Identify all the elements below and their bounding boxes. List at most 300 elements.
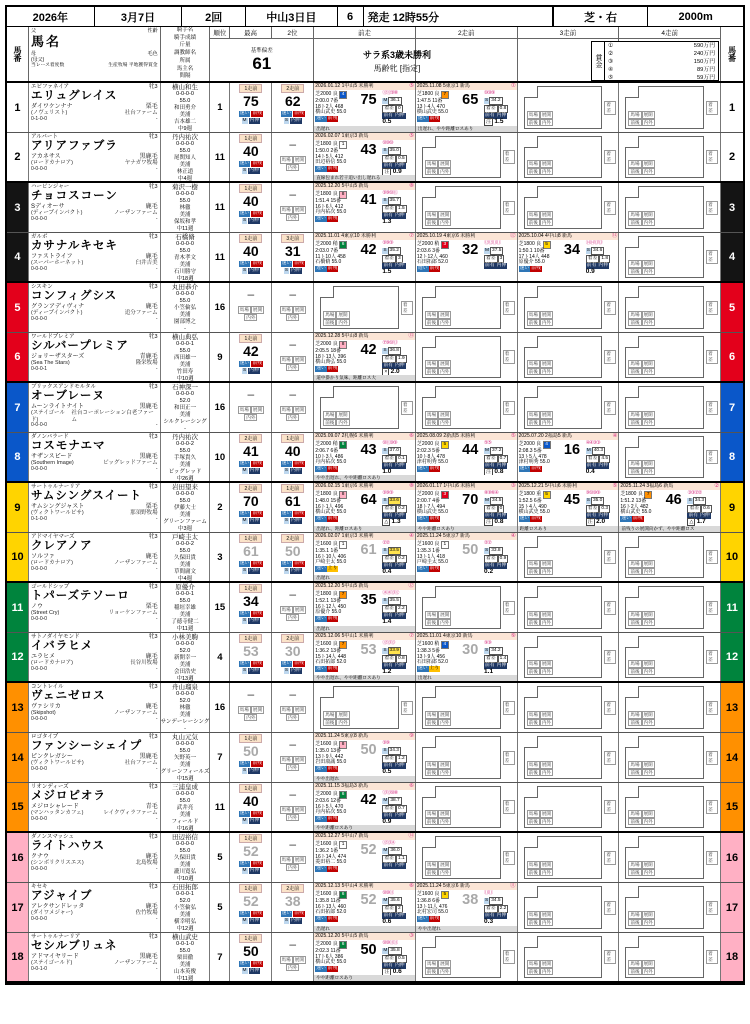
- race-date-line: 2025.11.08 5東京1 新馬 ⑦: [416, 83, 516, 89]
- pace-tag: M: [242, 868, 247, 873]
- race-cell-empty: 馬場 展開 前後 内外 着差: [416, 283, 517, 332]
- finish-position: ⑤: [408, 133, 414, 139]
- jockey-name: 丹内祐次: [172, 434, 199, 441]
- trainer-name: 栗田徹: [176, 955, 194, 961]
- jockey-record: 0-0-0-1: [176, 341, 194, 347]
- score-value: 61: [243, 543, 259, 559]
- horse-name-block: ブリックスアンドモルタル 牝3 オーブレーヌ ムーンライトナイト 黒鹿毛 (ステイゴールド) 社台コーポレーション白老ファーム 0-0-0-0 -: [29, 383, 161, 432]
- pace-tag: 内伸: [249, 618, 259, 623]
- best-score-cell: [230, 183, 272, 232]
- owner-name: 山本英俊: [174, 969, 197, 975]
- pace-tag: 前残: [252, 661, 262, 666]
- pace-tag: 前残: [429, 265, 440, 271]
- horse-row: [7, 533, 743, 583]
- pace-tag: 前残: [327, 465, 338, 471]
- horse-name: ライトハウス: [30, 840, 106, 853]
- score-cell: [230, 483, 271, 524]
- sire-name: サートゥルナーリア: [30, 934, 81, 940]
- coat-color: 黒鹿毛: [139, 453, 158, 460]
- trainer-name: 尾関知人: [174, 155, 197, 161]
- race-detail-left: 芝1600 良 1 1:35.1 1番 16ト10人 406 戸崎圭太 55.0 速い 上り: [314, 540, 355, 575]
- past-race-column: [314, 283, 416, 332]
- race-date-line: 2025.12.20 5中山5 新馬 ③: [315, 933, 414, 939]
- owner-name: 竹田寿: [176, 369, 194, 375]
- jockey-block: [161, 333, 211, 381]
- jockey-name: 田辺裕信: [172, 834, 199, 841]
- sex-age: 牝3: [149, 234, 158, 240]
- pace-tag: 内伸: [291, 568, 301, 573]
- umaban-cell-right: 11: [721, 583, 743, 632]
- pace-tag: 前有: [485, 912, 495, 918]
- adjusted-margin: 1.5: [494, 117, 504, 125]
- horse-name: チョコスコーン: [30, 190, 118, 203]
- col-header-prev3: 3走前: [518, 27, 620, 81]
- race-score: 64: [360, 492, 377, 508]
- score-source-tag: 2走前: [281, 634, 304, 643]
- score-cell: [230, 783, 271, 824]
- score-value: 53: [243, 643, 259, 659]
- empty-labels: 馬場 展開 内外: [239, 707, 263, 720]
- jockey-block: [161, 183, 211, 232]
- horse-row: [7, 433, 743, 483]
- pace-tag: 前有: [383, 262, 393, 268]
- race-cell-empty: 馬場 展開 前後 内外 着差: [619, 533, 720, 581]
- pace-tag: 前有: [586, 462, 597, 468]
- past-race-column: [314, 833, 416, 882]
- past-race-column: [416, 283, 518, 332]
- pace-tag: 速い: [519, 515, 530, 521]
- past-race-column: [619, 783, 721, 831]
- dam-name: ヴァシリカ: [30, 703, 61, 710]
- rival-horse: [315, 866, 355, 872]
- race-interval: 中10週: [176, 376, 194, 381]
- pace-tag: 前有: [383, 812, 393, 818]
- pace-tag: 内伸: [249, 168, 259, 173]
- race-record: 0-0-0-0: [30, 815, 48, 822]
- race-detail-left: 芝2000 良 3 2:00.7 4番 18ト7人 494 横山武史 55.0 速い 前残: [416, 490, 457, 526]
- race-cell-empty: 馬場 展開 前後 内外 着差: [619, 833, 720, 882]
- stable-affiliation: 美浦: [179, 312, 191, 318]
- horse-row: [7, 333, 743, 383]
- race-comment: [416, 275, 517, 282]
- umaban-cell-right: 10: [721, 533, 743, 581]
- race-date-line: 2025.12.13 5中山4 未勝利 ⑥: [315, 883, 414, 889]
- race-interval: 中16週: [176, 826, 194, 831]
- sex-age: 牝3: [149, 284, 158, 290]
- race-interval: 中9週: [177, 126, 193, 132]
- pace-tag: S: [383, 447, 387, 453]
- dam-name: ファストライフ: [30, 253, 73, 260]
- race-comment: 出遅れ: [314, 926, 415, 933]
- pace-tag: 遅い: [316, 265, 326, 271]
- race-cell-empty: 馬場 展開 前後 内外 着差: [416, 833, 517, 882]
- past-race-column: [518, 633, 620, 681]
- jockey-block: [161, 733, 211, 782]
- race-interval: 中13週: [176, 676, 194, 681]
- jockey-name: 丹内祐次: [172, 134, 199, 141]
- pace-tag: S: [383, 597, 387, 603]
- jockey-record: 0-0-0-2: [176, 441, 194, 447]
- score-source-tag: 2走前: [281, 534, 304, 543]
- dam-name: ユラヒメ: [30, 653, 55, 660]
- jockey-name: 戸崎圭太: [172, 534, 199, 541]
- jockey-name: 小林美駒: [172, 634, 199, 641]
- pace-tag: M: [242, 968, 247, 973]
- race-date-line: 2025.07.20 2福島5 新馬 ④: [518, 433, 618, 439]
- pace-tag: M: [383, 847, 388, 853]
- jockey-record: 0-0-0-0: [176, 291, 194, 297]
- race-cell: [619, 483, 720, 532]
- score-source-tag: 2走前: [239, 434, 262, 443]
- finish-position: ⑦: [510, 83, 516, 89]
- score-cell: [230, 633, 271, 674]
- frame-badge: 6: [339, 941, 347, 949]
- past-race-column: [518, 433, 620, 481]
- second-score-cell: [272, 733, 314, 782]
- trainer-name: 武井亮: [176, 805, 194, 811]
- horse-name: シルバープレミア: [30, 340, 129, 353]
- horse-name: トパーズテソーロ: [30, 590, 130, 603]
- race-cell: [314, 933, 415, 981]
- farm-name: 社台ファーム: [124, 110, 158, 117]
- empty-labels: 馬場 展開 内外: [281, 307, 304, 320]
- jockey-block: [161, 133, 211, 181]
- pace-tag: 速い: [281, 561, 292, 566]
- rival-horse: [519, 516, 559, 522]
- umaban-cell-right: 14: [721, 733, 743, 782]
- rival-horse: [519, 266, 559, 272]
- race-date-line: 2025.09.07 2札幌6 未勝利 ⑥: [315, 433, 414, 439]
- prize-row: ③ 150万円: [608, 59, 715, 65]
- pace-tag: 内伸: [394, 562, 405, 568]
- corner-positions: ⑩⑩⑨: [484, 90, 495, 96]
- race-interval: 中11週: [176, 226, 194, 232]
- past-race-column: [619, 583, 721, 632]
- pace-tag: 内伸: [598, 262, 608, 268]
- horse-row: [7, 883, 743, 933]
- race-detail-left: 芝1800 良 7 1:47.5 11番 13ト4人 470 横山武史 55.0 速い 前残: [416, 90, 457, 126]
- stable-affiliation: 美浦: [179, 112, 191, 118]
- past-race-column: [518, 883, 620, 932]
- jockey-name: 原優介: [175, 584, 195, 591]
- race-comment: [416, 475, 517, 482]
- race-score: 32: [462, 242, 479, 258]
- score-value: 42: [243, 343, 259, 359]
- score-source-tag: 1走前: [281, 484, 304, 493]
- pace-tag: 内伸: [249, 368, 259, 373]
- horse-name: コンフィグシス: [30, 290, 118, 303]
- umaban-cell-right: 16: [721, 833, 743, 882]
- umaban-cell-right: 15: [721, 783, 743, 831]
- best-score-cell: [230, 733, 272, 782]
- race-interval: 中26週: [176, 476, 194, 481]
- race-score: 30: [462, 642, 479, 658]
- score-value: 41: [243, 443, 259, 459]
- past-race-column: [518, 783, 620, 831]
- rival-horse: [315, 816, 355, 822]
- past-race-column: [314, 533, 416, 581]
- damsire-name: (ロードカナロア): [30, 560, 73, 567]
- pace-tag: M: [242, 118, 247, 123]
- race-interval: -: [184, 426, 186, 432]
- pace-tag: 内伸: [700, 512, 710, 518]
- jockey-block: [161, 383, 211, 432]
- pace-tag: 前残: [252, 761, 262, 766]
- horse-name-block: サトノダイヤモンド 牝3 イバラヒメ ユラヒメ 鹿毛 (ロードカナロア) 長谷川牧場 0-0-0-0 -: [29, 633, 161, 681]
- rival-horse: [417, 466, 457, 472]
- race-date-line: 2026.02.15 1東京6 未勝利 ⑧: [315, 483, 414, 489]
- race-record: 0-0-0-0: [30, 215, 48, 222]
- trainer-name: 西田雄一: [174, 355, 197, 361]
- pace-tag: 前残: [252, 911, 262, 916]
- pace-tag: 内伸: [394, 612, 405, 618]
- past-race-column: [518, 583, 620, 632]
- pace-tag: 速い: [417, 915, 428, 921]
- score-source-tag: 2走前: [281, 884, 304, 893]
- pace-tag: 前有: [586, 262, 597, 268]
- farm-name: 隆栄牧場: [135, 360, 158, 367]
- race-comment: [314, 226, 415, 233]
- jockey-record: 0-0-0-0: [176, 741, 194, 747]
- race-cell-empty: 馬場 展開 前後 内外 着差: [619, 333, 720, 381]
- score-source-tag: 2走前: [239, 484, 262, 493]
- score-cell: [272, 633, 313, 674]
- dam-name: サムシングジャスト: [30, 503, 85, 510]
- frame-badge: 4: [339, 91, 347, 99]
- pace-tag: S: [242, 368, 247, 373]
- horse-row: [7, 183, 743, 233]
- sire-name: サトノダイヤモンド: [30, 634, 80, 640]
- adjusted-margin: 0.9: [392, 167, 402, 175]
- pace-tag: 速い: [417, 565, 428, 571]
- jockey-col-label: 斤量: [179, 42, 191, 49]
- score-cell-empty: – 馬場 展開 内外: [281, 687, 304, 720]
- finish-position: ④: [510, 533, 516, 539]
- race-cell: [416, 883, 517, 932]
- dam-name: Sディオーサ: [30, 203, 65, 210]
- pace-tag: 前有: [383, 862, 393, 868]
- frame-badge: 6: [339, 241, 347, 249]
- race-detail-left: 芝1600 良 1 1:35.3 1番 13ト1人 418 戸崎圭太 55.0 速い 前残: [416, 540, 457, 575]
- jockey-block: [161, 933, 211, 981]
- rank-cell: 7: [210, 933, 230, 981]
- pace-tag: 内伸: [249, 268, 259, 273]
- past-race-column: [518, 683, 620, 732]
- race-detail-left: 芝1600 良 6 1:35.8 11番 16ト13人 460 石田拓郎 52.0 速い 前残: [314, 890, 355, 926]
- score-source-tag: 1走前: [239, 84, 262, 93]
- race-score: 65: [462, 92, 479, 108]
- frame-badge: 6: [339, 441, 347, 449]
- score-value: 70: [243, 493, 259, 509]
- race-cell-empty: 馬場 展開 前後 内外 着差: [518, 383, 619, 432]
- pace-tag: 前残: [429, 565, 440, 571]
- score-source-tag: 1走前: [239, 534, 262, 543]
- race-detail-left: 芝1800 重 5 1:52.5 6番 15ト4人 490 横山武史 55.0 速い 前残: [518, 490, 559, 526]
- pace-tag: 内伸: [291, 118, 301, 123]
- score-source-tag: 1走前: [281, 434, 304, 443]
- race-detail-left: 芝1800 良 1 1:50.0 2番 14ト5人 412 田辺裕信 55.0 速い 前残: [314, 140, 355, 175]
- coat-color: 鹿毛: [145, 203, 158, 210]
- pace-tag: M: [242, 518, 247, 523]
- race-record: 0-0-0-0: [30, 915, 48, 922]
- name-column-title: 馬名: [30, 34, 61, 50]
- umaban-cell-right: 17: [721, 883, 743, 932]
- past-race-column: [416, 233, 518, 281]
- past-race-column: [416, 733, 518, 782]
- past-race-column: [416, 783, 518, 831]
- finish-position: ⑪: [510, 883, 516, 889]
- race-record: 0-0-0-0: [30, 422, 48, 429]
- race-score: 50: [360, 942, 377, 958]
- sex-age: 牝3: [149, 734, 158, 740]
- owner-name: 石川勝守: [174, 269, 197, 275]
- past-race-column: [619, 83, 721, 132]
- past-race-column: [314, 433, 416, 481]
- past-race-column: [619, 633, 721, 681]
- frame-badge: 6: [339, 891, 347, 899]
- owner-name: サンデーレーシング: [160, 719, 210, 725]
- race-detail-right: ⑤⑤ M 37.2 着差 0.7 前有 内伸 注 0.8: [484, 440, 517, 475]
- race-score: 43: [360, 142, 377, 158]
- carried-weight: 55.0: [179, 848, 191, 854]
- race-cell-empty: 馬場 展開 前後 内外 着差: [314, 683, 415, 732]
- race-score: 35: [360, 592, 377, 608]
- pace-tag: 前有: [383, 762, 393, 768]
- jockey-col-label: 騎手成績: [174, 34, 197, 41]
- score-value: 40: [284, 443, 301, 459]
- past-race-column: [314, 733, 416, 782]
- rival-horse: [315, 966, 355, 972]
- past-race-column: [416, 133, 518, 181]
- col-header-prev4: 4走前: [619, 27, 721, 81]
- adjusted-margin: 1.0: [382, 467, 392, 475]
- base-deviation-value: 61: [252, 54, 272, 73]
- trainer-name: 林徹: [179, 205, 191, 211]
- pace-tag: 内伸: [291, 668, 301, 673]
- damsire-name: (Southern Image): [30, 460, 74, 467]
- farm-name: 長谷川牧場: [130, 660, 158, 667]
- jockey-block: [161, 633, 211, 681]
- pace-tag: 前残: [327, 115, 338, 121]
- best-score-cell: [230, 233, 272, 281]
- dam-name: アカネサス: [30, 153, 61, 160]
- race-detail-left: 芝2000 良 6 2:02.3 11番 17ト6人 386 横山武史 55.0 速い 前残: [314, 940, 355, 975]
- score-value: 34: [243, 593, 259, 609]
- second-score-cell: [272, 683, 314, 732]
- stable-affiliation: 美浦: [179, 212, 191, 218]
- pace-tag: 速い: [239, 861, 250, 866]
- corner-positions: ⑨⑨⑨: [382, 490, 393, 496]
- empty-labels: 馬場 展開 内外: [281, 807, 304, 820]
- race-record: 0-0-0-0: [30, 665, 48, 672]
- race-header-bar: [7, 7, 743, 27]
- race-interval: 中10週: [176, 876, 194, 882]
- race-date-line: 2025.11.01 4東京10 未勝利 ⑦: [315, 233, 414, 239]
- pace-tag: S: [485, 897, 489, 903]
- pace-tag: 速い: [239, 661, 250, 666]
- race-cell-empty: 馬場 展開 前後 内外 着差: [518, 583, 619, 632]
- prize-row: ① 590万円: [608, 43, 715, 49]
- pace-tag: 速い: [316, 815, 326, 821]
- race-date-line: 2026.01.12 1中山5 未勝利 ⑤: [315, 83, 414, 89]
- pace-tag: 速い: [316, 515, 326, 521]
- rank-cell: 11: [210, 183, 230, 232]
- pace-tag: 速い: [316, 915, 326, 921]
- pace-tag: S: [383, 147, 387, 153]
- sex-age: 牝3: [149, 684, 158, 690]
- race-detail-right: ⑩⑩⑪⑪ M 35.8 着差 0.5 前有 内伸 注 0.6: [382, 940, 415, 975]
- score-cell-empty: – 馬場 展開 内外: [239, 387, 263, 420]
- race-score: 53: [360, 642, 377, 658]
- pace-tag: 内伸: [249, 818, 260, 823]
- score-cell-empty: – 馬場 展開 内外: [281, 187, 304, 220]
- jockey-record: 0-0-0-0: [176, 841, 194, 847]
- past-race-column: [619, 233, 721, 281]
- empty-labels: 馬場 展開 内外: [281, 157, 304, 170]
- race-cell: [416, 533, 517, 581]
- race-comment: [314, 275, 415, 282]
- pace-tag: 前残: [327, 365, 338, 371]
- past-race-column: [416, 183, 518, 232]
- race-detail-left: 芝1800 良 5 1:50.1 10番 17ト14人 448 原優介 55.0 速い 前残: [518, 240, 559, 275]
- jockey-column-header: [161, 27, 211, 81]
- finish-position: ④: [612, 433, 618, 439]
- race-cell-empty: 馬場 展開 前後 内外 着差: [619, 83, 720, 132]
- adjusted-margin: 0.9: [585, 267, 595, 275]
- race-date-line: 2025.11.01 4東京10 新馬 ⑨: [416, 633, 516, 639]
- horse-name-block: ハービンジャー 牝3 チョコスコーン Sディオーサ 鹿毛 (ディープインパクト) ノーザンファーム 0-0-0-0 -: [29, 183, 161, 232]
- second-score-cell: [272, 133, 314, 181]
- year: 2026年: [7, 7, 95, 26]
- pace-tag: 内伸: [249, 918, 260, 923]
- rank-cell: 9: [210, 333, 230, 381]
- owner-name: 了徳寺健二: [171, 619, 199, 625]
- race-cell-empty: 馬場 展開 前後 内外 着差: [619, 583, 720, 632]
- past-race-column: [314, 583, 416, 632]
- race-cell-empty: 馬場 展開 前後 内外 着差: [619, 683, 720, 732]
- farm-name: 社台コーポレーション白老ファーム: [71, 410, 154, 423]
- pace-tag: 前有: [383, 562, 393, 568]
- past-race-column: [619, 483, 721, 532]
- corner-positions: ⑩⑩⑪: [382, 890, 394, 896]
- owner-name: 草間庸文: [174, 569, 197, 575]
- rival-horse: [315, 766, 355, 772]
- race-cell: [314, 633, 415, 681]
- sex-age: 牝3: [149, 784, 158, 790]
- race-comment: 出遅れ: [416, 675, 517, 682]
- race-detail-right: ⑨⑩⑩⑨ S 35.0 着差 0.3 前有 内伸 注 2.0: [586, 490, 619, 526]
- best-score-cell: [230, 833, 272, 882]
- trainer-name: 小笠倫弘: [174, 305, 197, 311]
- jockey-record: 0-0-0-0: [176, 391, 194, 397]
- corner-positions: ④④③③: [585, 440, 600, 446]
- horse-name-block: ガルボ 牝3 カサナルキセキ ファストライフ 鹿毛 (スーパーホーネット) 臼井吉美 0-0-0-0 -: [29, 233, 161, 281]
- pace-tag: 内伸: [394, 212, 405, 218]
- pace-tag: 内伸: [249, 218, 259, 223]
- past-race-column: [518, 383, 620, 432]
- umaban-cell-left: 18: [7, 933, 29, 981]
- sex-age: 牝3: [149, 134, 158, 140]
- pace-tag: 内伸: [394, 812, 405, 818]
- rival-horse: [417, 516, 457, 522]
- rival-horse: [315, 166, 355, 172]
- owner-name: 横幸明弘: [174, 919, 197, 925]
- best-score-cell: [230, 933, 272, 981]
- race-cell-empty: 馬場 展開 前後 内外 着差: [518, 83, 619, 132]
- carried-weight: 55.0: [179, 548, 191, 554]
- sex-age: 牝3: [149, 334, 158, 340]
- past-race-column: [416, 83, 518, 132]
